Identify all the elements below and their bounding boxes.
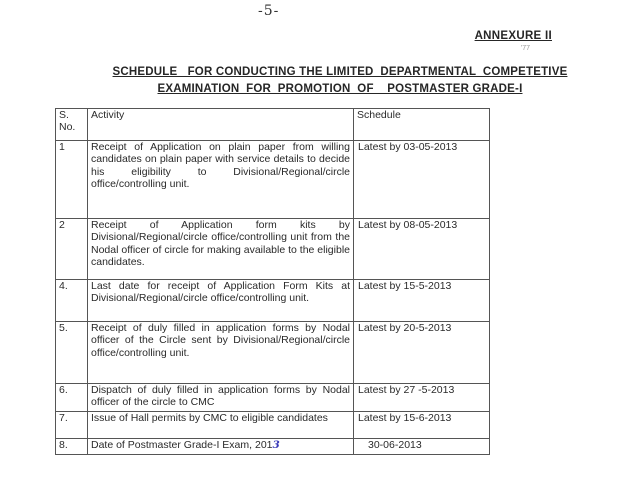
table-row <box>56 141 490 219</box>
annexure-label: ANNEXURE II <box>474 30 552 42</box>
table-row <box>56 322 490 384</box>
row-schedule: Latest by 27 -5-2013 <box>354 384 490 412</box>
table-row <box>56 219 490 280</box>
table-row <box>56 439 490 455</box>
document-title-line-1: SCHEDULE FOR CONDUCTING THE LIMITED DEPARTMENTAL COMPETETIVE <box>112 66 568 78</box>
row-activity-text: Date of Postmaster Grade-I Exam, 201 <box>91 439 273 451</box>
row-activity: Receipt of Application form kits by Divisional/Regional/circle office/controlling unit from the Nodal officer of circle for making available to the eligible candidates. <box>88 219 354 280</box>
column-header-sno: S. No. <box>56 109 88 141</box>
table-header-row <box>56 109 490 141</box>
row-schedule: Latest by 03-05-2013 <box>354 141 490 219</box>
row-schedule: 30-06-2013 <box>354 439 490 455</box>
row-schedule: Latest by 15-6-2013 <box>354 412 490 439</box>
row-sno: 7. <box>56 412 88 439</box>
table-row <box>56 280 490 322</box>
row-sno: 6. <box>56 384 88 412</box>
column-header-schedule: Schedule <box>354 109 490 141</box>
column-header-activity: Activity <box>88 109 354 141</box>
row-activity: Issue of Hall permits by CMC to eligible candidates <box>88 412 354 439</box>
row-activity <box>88 439 354 455</box>
schedule-table <box>55 108 490 455</box>
document-title-line-2: EXAMINATION FOR PROMOTION OF POSTMASTER GRADE-I <box>157 83 523 95</box>
row-schedule: Latest by 08-05-2013 <box>354 219 490 280</box>
handwritten-digit: 3 <box>272 439 280 451</box>
row-schedule: Latest by 15-5-2013 <box>354 280 490 322</box>
table-row <box>56 412 490 439</box>
page-number: -5- <box>258 3 280 19</box>
row-activity: Receipt of duly filled in application forms by Nodal officer of the Circle sent by Divisional/Regional/circle office/controlling unit. <box>88 322 354 384</box>
row-activity: Last date for receipt of Application Form Kits at Divisional/Regional/circle office/controlling unit. <box>88 280 354 322</box>
row-activity: Dispatch of duly filled in application forms by Nodal officer of the circle to CMC <box>88 384 354 412</box>
table-row <box>56 384 490 412</box>
row-sno: 4. <box>56 280 88 322</box>
row-sno: 1 <box>56 141 88 219</box>
row-sno: 8. <box>56 439 88 455</box>
row-schedule: Latest by 20-5-2013 <box>354 322 490 384</box>
scan-mark: '77 <box>520 45 530 52</box>
row-sno: 2 <box>56 219 88 280</box>
row-activity: Receipt of Application on plain paper from willing candidates on plain paper with service details to decide his eligibility to Divisional/Regional/circle office/controlling unit. <box>88 141 354 219</box>
row-sno: 5. <box>56 322 88 384</box>
